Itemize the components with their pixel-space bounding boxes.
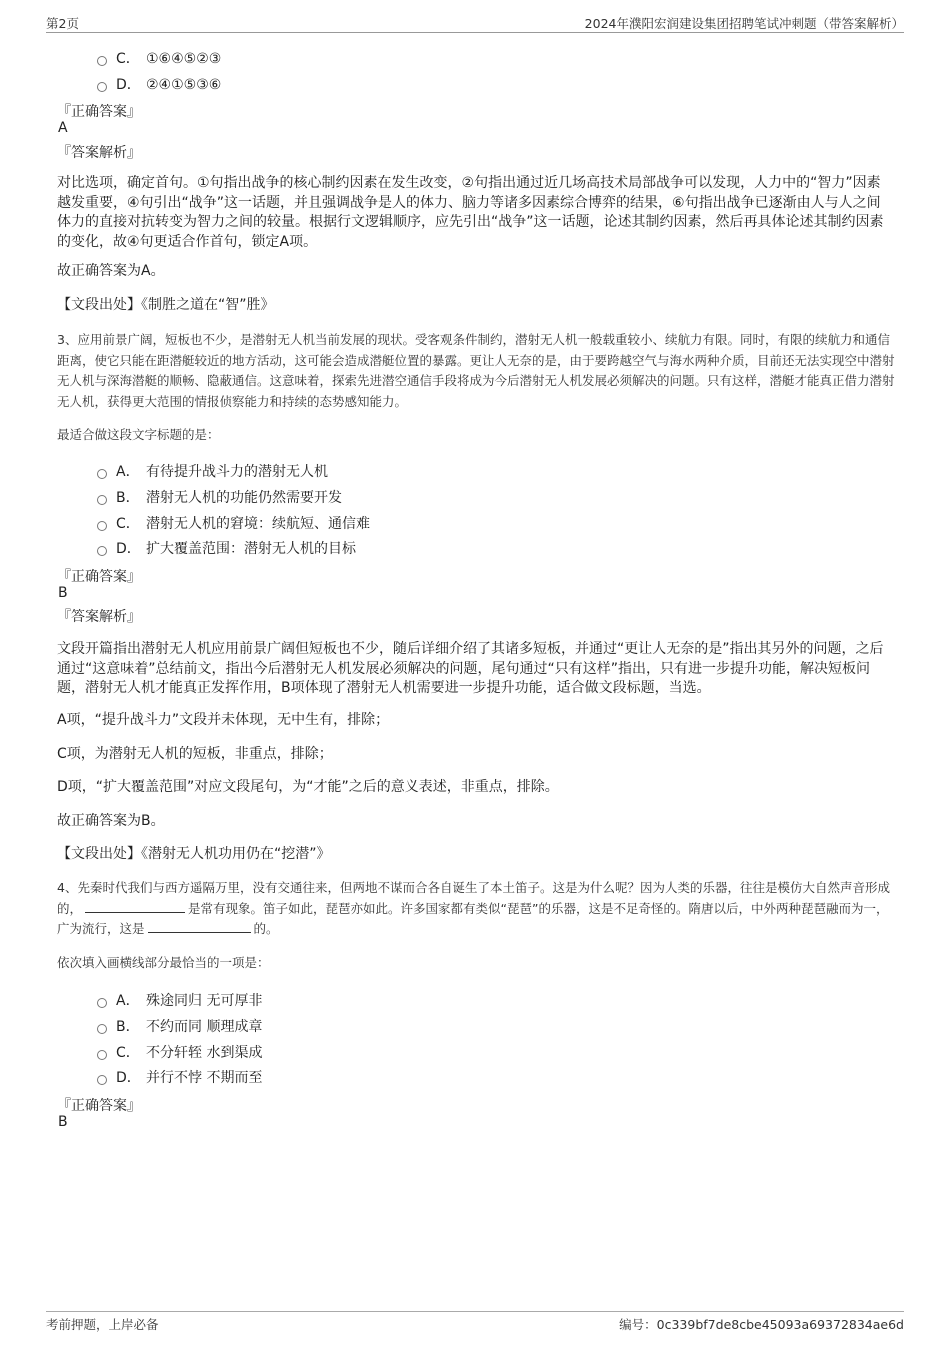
analysis-text: 文段开篇指出潜射无人机应用前景广阔但短板也不少，随后详细介绍了其诸多短板，并通过“更让人无奈的是”指出其另外的问题，之后通过“这意味着”总结前文，指出今后潜射无人机发展必须解决的问题，尾句通过“只有这样”指出，只有进一步提升功能，解决短板问题，潜射无人机才能真正发挥作用，B项体现了潜射无人机需要进一步提升功能，适合做文段标题，当选。	[57, 641, 884, 696]
answer-value: B	[58, 585, 68, 601]
fill-blank-1[interactable]	[85, 900, 185, 913]
option-d[interactable]: D． 扩大覆盖范围：潜射无人机的目标	[97, 538, 356, 558]
radio-icon[interactable]	[97, 521, 107, 531]
radio-icon[interactable]	[97, 469, 107, 479]
option-a[interactable]: A． 有待提升战斗力的潜射无人机	[97, 461, 328, 481]
radio-icon[interactable]	[97, 1075, 107, 1085]
document-title: 2024年濮阳宏润建设集团招聘笔试冲刺题（带答案解析）	[584, 16, 904, 31]
note-d-text: D项，“扩大覆盖范围”对应文段尾句，为“才能”之后的意义表述，非重点，排除。	[57, 779, 559, 795]
source-text: 【文段出处】《制胜之道在“智”胜》	[57, 297, 275, 313]
document-id: 编号：0c339bf7de8cbe45093a69372834ae6d	[619, 1317, 904, 1332]
page-header	[46, 14, 904, 33]
question-3-stem: 3、应用前景广阔，短板也不少，是潜射无人机当前发展的现状。受客观条件制约，潜射无人机一般载重较小、续航力有限。同时，有限的续航力和通信距离，使它只能在距潜艇较近的地方活动，这可能会造成潜艇位置的暴露。更让人无奈的是，由于要跨越空气与海水两种介质，目前还无法实现空中潜射无人机与深海潜艇的顺畅、隐蔽通信。这意味着，探索先进潜空通信手段将成为今后潜射无人机发展必须解决的问题。只有这样，潜艇才能真正借力潜射无人机，获得更大范围的情报侦察能力和持续的态势感知能力。	[57, 332, 895, 409]
fill-blank-2[interactable]	[148, 920, 251, 933]
analysis-label: 『答案解析』	[57, 609, 141, 625]
option-c[interactable]: C． ①⑥④⑤②③	[97, 48, 221, 68]
radio-icon[interactable]	[97, 1024, 107, 1034]
note-a-text: A项，“提升战斗力”文段并未体现，无中生有，排除；	[57, 712, 390, 728]
question-4-stem: 4、先秦时代我们与西方遥隔万里，没有交通往来，但两地不谋而合各自诞生了本土笛子。这是为什么呢？因为人类的乐器，往往是模仿大自然声音形成的， 是常有现象。笛子如此，琵琶亦如此。许多国家都有类似“琵琶”的乐器，这是不足奇怪的。隋唐以后，中外两种琵琶融而为一，广为流行，这是 的。	[57, 880, 890, 936]
option-a[interactable]: A． 殊途同归 无可厚非	[97, 990, 262, 1010]
radio-icon[interactable]	[97, 1050, 107, 1060]
option-b[interactable]: B． 不约而同 顺理成章	[97, 1016, 262, 1036]
question-4-prompt: 依次填入画横线部分最恰当的一项是：	[57, 955, 270, 970]
question-3-prompt: 最适合做这段文字标题的是：	[57, 427, 220, 442]
radio-icon[interactable]	[97, 495, 107, 505]
analysis-label: 『答案解析』	[57, 145, 141, 161]
analysis-text: 对比选项，确定首句。①句指出战争的核心制约因素在发生改变，②句指出通过近几场高技术局部战争可以发现，人力中的“智力”因素越发重要，④句引出“战争”这一话题，并且强调战争是人的体力、脑力等诸多因素综合博弈的结果，⑥句指出战争已逐渐由人与人之间体力的直接对抗转变为智力之间的较量。根据行文逻辑顺序，应先引出“战争”这一话题，论述其制约因素，然后再具体论述其制约因素的变化，故④句更适合作首句，锁定A项。	[57, 175, 884, 250]
answer-label: 『正确答案』	[57, 1098, 141, 1114]
conclusion-text: 故正确答案为B。	[57, 813, 165, 829]
page-footer	[46, 1311, 904, 1333]
radio-icon[interactable]	[97, 998, 107, 1008]
radio-icon[interactable]	[97, 56, 107, 66]
radio-icon[interactable]	[97, 546, 107, 556]
option-d[interactable]: D． 并行不悖 不期而至	[97, 1067, 262, 1087]
footer-slogan: 考前押题，上岸必备	[46, 1317, 159, 1332]
answer-label: 『正确答案』	[57, 569, 141, 585]
conclusion-text: 故正确答案为A。	[57, 263, 165, 279]
radio-icon[interactable]	[97, 82, 107, 92]
answer-value: B	[58, 1114, 68, 1130]
note-c-text: C项，为潜射无人机的短板，非重点，排除；	[57, 746, 333, 762]
source-text: 【文段出处】《潜射无人机功用仍在“挖潜”》	[57, 846, 331, 862]
answer-label: 『正确答案』	[57, 104, 141, 120]
page-number: 第2页	[46, 16, 79, 31]
option-d[interactable]: D． ②④①⑤③⑥	[97, 74, 221, 94]
option-b[interactable]: B． 潜射无人机的功能仍然需要开发	[97, 487, 342, 507]
answer-value: A	[58, 120, 68, 136]
option-c[interactable]: C． 潜射无人机的窘境：续航短、通信难	[97, 513, 370, 533]
option-c[interactable]: C． 不分轩轾 水到渠成	[97, 1042, 262, 1062]
